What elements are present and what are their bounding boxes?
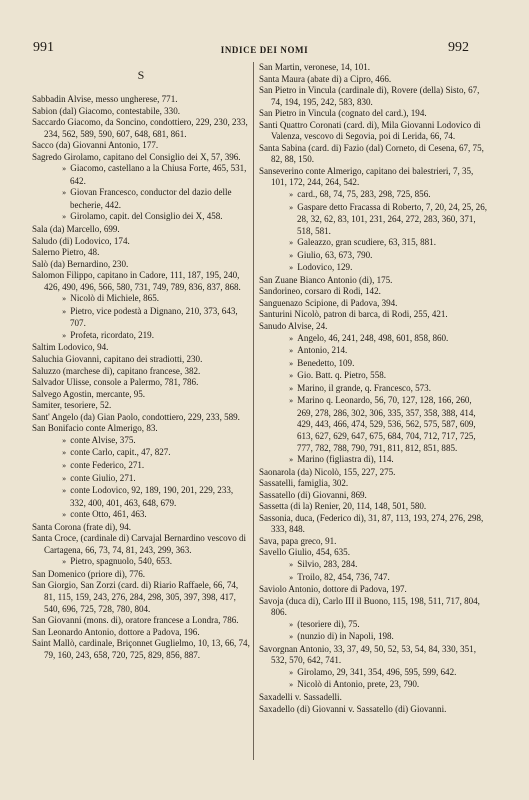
entry-text: Sant' Angelo (da) Gian Paolo, condottiero, 229, 233, 589. (32, 411, 240, 422)
index-entry (259, 490, 487, 502)
index-entry (32, 366, 250, 378)
entry-text: Sandorineo, corsaro di Rodi, 142. (259, 286, 381, 297)
entry-text: Savorgnan Antonio, 33, 37, 49, 50, 52, 53, 54, 84, 330, 351, 532, 570, 642, 741. (259, 643, 476, 666)
entry-text: Saviolo Antonio, dottore di Padova, 197. (259, 584, 407, 595)
entry-text: Sassonia, duca, (Federico di), 31, 87, 113, 193, 274, 276, 298, 333, 848. (259, 512, 484, 535)
ditto-mark-icon: » (289, 239, 294, 248)
index-entry (32, 400, 250, 412)
entry-text: Sanudo Alvise, 24. (259, 321, 328, 332)
entry-text: Giovan Francesco, conductor del dazio delle becherie, 442. (70, 187, 232, 210)
index-entry (259, 501, 487, 513)
ditto-mark-icon: » (289, 372, 294, 381)
index-entry (32, 389, 250, 401)
ditto-mark-icon: » (289, 334, 294, 343)
entry-text: Profeta, ricordato, 219. (70, 329, 154, 340)
index-entry (32, 94, 250, 106)
entry-text: Salomon Filippo, capitano in Cadore, 111, 187, 195, 240, 426, 490, 496, 566, 580, 731, 749, 789, 836, 837, 868. (32, 270, 241, 292)
ditto-mark-icon: » (289, 251, 294, 260)
ditto-mark-icon: » (289, 264, 294, 273)
index-subentry (32, 509, 250, 522)
entry-text: Giacomo, castellano a la Chiusa Forte, 465, 531, 642. (70, 163, 247, 186)
index-column-left (32, 62, 250, 661)
index-subentry (259, 631, 487, 644)
index-subentry (32, 556, 250, 569)
entry-text: Sala (da) Marcello, 699. (32, 224, 120, 235)
entry-text: conte Giulio, 271. (70, 472, 136, 483)
entry-text: San Pietro in Vincula (cardinale di), Rovere (della) Sisto, 67, 74, 194, 195, 242, 583, 830. (259, 85, 480, 107)
index-subentry (259, 559, 487, 572)
index-subentry (259, 679, 487, 692)
index-entry (32, 247, 250, 259)
index-subentry (32, 306, 250, 330)
entry-text: Salvego Agostin, mercante, 95. (32, 388, 146, 399)
index-entry (259, 704, 487, 716)
index-entry (259, 275, 487, 287)
entry-text: Marino, il grande, q. Francesco, 573. (297, 382, 431, 393)
ditto-mark-icon: » (289, 203, 294, 212)
entry-text: Girolamo, capit. del Consiglio dei X, 458. (70, 211, 223, 222)
entry-text: San Pietro in Vincula (cognato del card.), 194. (259, 108, 427, 119)
ditto-mark-icon: » (62, 449, 67, 458)
page-number-right: 992 (448, 40, 469, 55)
entry-text: Saluzzo (marchese di), capitano francese, 382. (32, 365, 201, 376)
entry-text: Gaspare detto Fracassa di Roberto, 7, 20, 24, 25, 26, 28, 32, 62, 83, 101, 231, 264, 272, 283, 360, 371, 518, 581. (297, 201, 487, 236)
entry-text: Marino (figliastra di), 114. (297, 454, 394, 465)
index-entry (259, 143, 487, 166)
entry-text: Sabbadin Alvise, messo ungherese, 771. (32, 94, 178, 104)
entry-text: Giulio, 63, 673, 790. (297, 249, 373, 260)
index-entry (259, 286, 487, 298)
index-entry (32, 140, 250, 152)
entry-text: San Bonifacio conte Almerigo, 83. (32, 423, 158, 434)
entry-text: Sabion (dal) Giacomo, contestabile, 330. (32, 105, 180, 116)
index-entry (259, 692, 487, 704)
index-entry (259, 85, 487, 108)
ditto-mark-icon: » (289, 384, 294, 393)
ditto-mark-icon: » (289, 347, 294, 356)
entry-text: Sagredo Girolamo, capitano del Consiglio dei X, 57, 396. (32, 151, 241, 162)
index-entry (32, 569, 250, 581)
index-entry (32, 522, 250, 534)
index-entry (32, 236, 250, 248)
index-subentry (259, 667, 487, 680)
entry-text: conte Carlo, capit., 47, 827. (70, 447, 171, 458)
ditto-mark-icon: » (62, 558, 67, 567)
entry-text: Sassatello (di) Giovanni, 869. (259, 489, 367, 500)
index-subentry (259, 189, 487, 202)
index-entry (32, 638, 250, 661)
ditto-mark-icon: » (62, 295, 67, 304)
index-subentry (259, 262, 487, 275)
index-entry (259, 74, 487, 86)
column-divider (253, 62, 254, 760)
ditto-mark-icon: » (62, 213, 67, 222)
entry-text: Sava, papa greco, 91. (259, 535, 337, 546)
index-subentry (259, 202, 487, 238)
index-subentry (32, 330, 250, 343)
index-entry (259, 596, 487, 619)
ditto-mark-icon: » (289, 560, 294, 569)
index-subentry (259, 395, 487, 454)
ditto-mark-icon: » (289, 456, 294, 465)
entry-text: San Domenico (priore di), 776. (32, 568, 146, 579)
ditto-mark-icon: » (62, 189, 67, 198)
index-subentry (259, 370, 487, 383)
ditto-mark-icon: » (289, 397, 294, 406)
ditto-mark-icon: » (62, 331, 67, 340)
entry-text: card., 68, 74, 75, 283, 298, 725, 856. (297, 189, 431, 200)
entry-text: Santi Quattro Coronati (card. di), Mila Giovanni Lodovico di Valenza, vescovo di Segovia, poi di Lerida, 66, 74. (259, 119, 481, 142)
index-entry (32, 152, 250, 164)
index-subentry (32, 211, 250, 224)
index-entry (259, 321, 487, 333)
entry-text: Nicolò di Antonio, prete, 23, 790. (297, 679, 420, 690)
page-number-left: 991 (33, 40, 54, 55)
running-header (0, 40, 529, 60)
entry-text: conte Federico, 271. (70, 459, 145, 470)
entry-text: Santa Sabina (card. di) Fazio (dal) Corneto, di Cesena, 67, 75, 82, 88, 150. (259, 142, 484, 165)
index-entry (259, 644, 487, 667)
index-subentry (259, 454, 487, 467)
entry-text: conte Alvise, 375. (70, 434, 136, 445)
index-entry (32, 224, 250, 236)
index-list-right (259, 62, 487, 715)
index-entry (32, 580, 250, 615)
entry-text: Benedetto, 109. (297, 357, 355, 368)
index-entry (259, 309, 487, 321)
index-subentry (259, 237, 487, 250)
index-subentry (32, 485, 250, 509)
section-letter: S (137, 68, 145, 82)
entry-text: Gio. Batt. q. Pietro, 558. (297, 370, 387, 381)
entry-text: Saludo (di) Lodovico, 174. (32, 235, 130, 246)
index-subentry (259, 333, 487, 346)
entry-text: Pietro, vice podestà a Dignano, 210, 373, 643, 707. (70, 305, 238, 329)
index-entry (259, 298, 487, 310)
index-entry (32, 354, 250, 366)
entry-text: Galeazzo, gran scudiere, 63, 315, 881. (297, 237, 436, 248)
ditto-mark-icon: » (289, 633, 294, 642)
ditto-mark-icon: » (62, 487, 67, 496)
entry-text: Sanseverino conte Almerigo, capitano dei balestrieri, 7, 35, 101, 172, 244, 264, 542. (259, 165, 474, 188)
index-entry (259, 467, 487, 479)
entry-text: San Giovanni (mons. di), oratore francese a Londra, 786. (32, 615, 239, 626)
index-subentry (259, 345, 487, 358)
ditto-mark-icon: » (62, 165, 67, 174)
entry-text: Sassatelli, famiglia, 302. (259, 478, 349, 489)
entry-text: Santa Corona (frate di), 94. (32, 521, 131, 532)
entry-text: Pietro, spagnuolo, 540, 653. (70, 556, 173, 567)
entry-text: Savoja (duca di), Carlo III il Buono, 115, 198, 511, 717, 804, 806. (259, 595, 480, 618)
index-subentry (32, 293, 250, 306)
entry-text: Santa Croce, (cardinale di) Carvajal Bernardino vescovo di Cartagena, 66, 73, 74, 81, 243, 299, 363. (32, 533, 247, 555)
index-subentry (259, 572, 487, 585)
index-entry (32, 423, 250, 435)
ditto-mark-icon: » (289, 681, 294, 690)
entry-text: (tesoriere di), 75. (297, 618, 360, 629)
index-subentry (32, 460, 250, 473)
index-subentry (259, 383, 487, 396)
ditto-mark-icon: » (289, 573, 294, 582)
ditto-mark-icon: » (289, 191, 294, 200)
index-entry (32, 270, 250, 293)
index-entry (259, 166, 487, 189)
index-subentry (32, 163, 250, 187)
ditto-mark-icon: » (289, 668, 294, 677)
ditto-mark-icon: » (62, 474, 67, 483)
index-subentry (259, 619, 487, 632)
entry-text: Angelo, 46, 241, 248, 498, 601, 858, 860. (297, 332, 449, 343)
ditto-mark-icon: » (62, 511, 67, 520)
entry-text: San Martin, veronese, 14, 101. (259, 62, 371, 72)
ditto-mark-icon: » (62, 307, 67, 316)
index-entry (259, 108, 487, 120)
ditto-mark-icon: » (62, 436, 67, 445)
index-entry (259, 478, 487, 490)
entry-text: San Giorgio, San Zorzi (card. di) Riario Raffaele, 66, 74, 81, 115, 159, 243, 276, 284, 298, 305, 397, 398, 417, 540, 696, 725, 728, 780, 804. (32, 580, 239, 614)
index-entry (259, 513, 487, 536)
index-subentry (32, 473, 250, 486)
entry-text: Nicolò di Michiele, 865. (70, 293, 159, 304)
index-entry (259, 62, 487, 74)
entry-text: (nunzio di) in Napoli, 198. (297, 631, 394, 642)
entry-text: Salerno Pietro, 48. (32, 247, 100, 258)
entry-text: Savello Giulio, 454, 635. (259, 547, 350, 558)
entry-text: Saltim Lodovico, 94. (32, 342, 109, 353)
entry-text: Girolamo, 29, 341, 354, 496, 595, 599, 642. (297, 666, 457, 677)
entry-text: Samiter, tesoriere, 52. (32, 400, 112, 411)
entry-text: Salò (da) Bernardino, 230. (32, 258, 129, 269)
index-subentry (32, 435, 250, 448)
entry-text: Santa Maura (abate di) a Cipro, 466. (259, 73, 392, 84)
index-entry (259, 120, 487, 143)
index-subentry (259, 358, 487, 371)
entry-text: San Leonardo Antonio, dottore a Padova, 196. (32, 626, 200, 637)
entry-text: Marino q. Leonardo, 56, 70, 127, 128, 166, 260, 269, 278, 286, 302, 306, 335, 357, 358, 388, 414, 429, 443, 466, 474, 529, 536, 562, 575, 587, 609, 613, 627, 629, 647, 675, 684, 704, 712, 717, 725, 777, 782, 788, 790, 791, 811, 812, 851, 885. (297, 395, 476, 453)
index-entry (32, 412, 250, 424)
entry-text: Saxadelli v. Sassadelli. (259, 691, 342, 702)
ditto-mark-icon: » (62, 461, 67, 470)
entry-text: San Zuane Bianco Antonio (di), 175. (259, 274, 393, 285)
index-entry (32, 377, 250, 389)
entry-text: Lodovico, 129. (297, 262, 353, 273)
index-entry (32, 627, 250, 639)
index-subentry (32, 187, 250, 211)
entry-text: Silvio, 283, 284. (297, 558, 358, 569)
entry-text: Salvador Ulisse, console a Palermo, 781, 786. (32, 377, 199, 388)
index-list-left (32, 94, 250, 661)
index-entry (32, 533, 250, 556)
entry-text: Saluchia Giovanni, capitano dei stradiotti, 230. (32, 354, 203, 365)
index-entry (259, 547, 487, 559)
entry-text: Antonio, 214. (297, 345, 348, 356)
entry-text: Saonarola (da) Nicolò, 155, 227, 275. (259, 466, 396, 477)
entry-text: Saint Mallò, cardinale, Briçonnet Guglielmo, 10, 13, 66, 74, 79, 160, 243, 658, 720, 725, 829, 856, 887. (32, 638, 250, 660)
index-entry (32, 259, 250, 271)
entry-text: Sanguenazo Scipione, di Padova, 394. (259, 297, 398, 308)
entry-text: Sacco (da) Giovanni Antonio, 177. (32, 140, 159, 151)
entry-text: Troilo, 82, 454, 736, 747. (297, 571, 390, 582)
entry-text: Saccardo Giacomo, da Soncino, condottiero, 229, 230, 233, 234, 562, 589, 590, 607, 648, 681, 861. (32, 117, 248, 139)
entry-text: Sassetta (di la) Renier, 20, 114, 148, 501, 580. (259, 501, 427, 512)
index-entry (259, 536, 487, 548)
entry-text: conte Otto, 461, 463. (70, 509, 147, 520)
ditto-mark-icon: » (289, 620, 294, 629)
index-subentry (32, 447, 250, 460)
entry-text: Saxadello (di) Giovanni v. Sassatello (di) Giovanni. (259, 703, 447, 714)
running-title: INDICE DEI NOMI (220, 45, 309, 55)
index-entry (259, 584, 487, 596)
entry-text: Santurini Nicolò, patron di barca, di Rodi, 255, 421. (259, 309, 448, 320)
index-subentry (259, 250, 487, 263)
ditto-mark-icon: » (289, 359, 294, 368)
entry-text: conte Lodovico, 92, 189, 190, 201, 229, 233, 332, 400, 401, 463, 648, 679. (70, 485, 234, 508)
index-column-right (259, 62, 487, 715)
index-entry (32, 117, 250, 140)
index-entry (32, 615, 250, 627)
index-entry (32, 342, 250, 354)
index-entry (32, 106, 250, 118)
